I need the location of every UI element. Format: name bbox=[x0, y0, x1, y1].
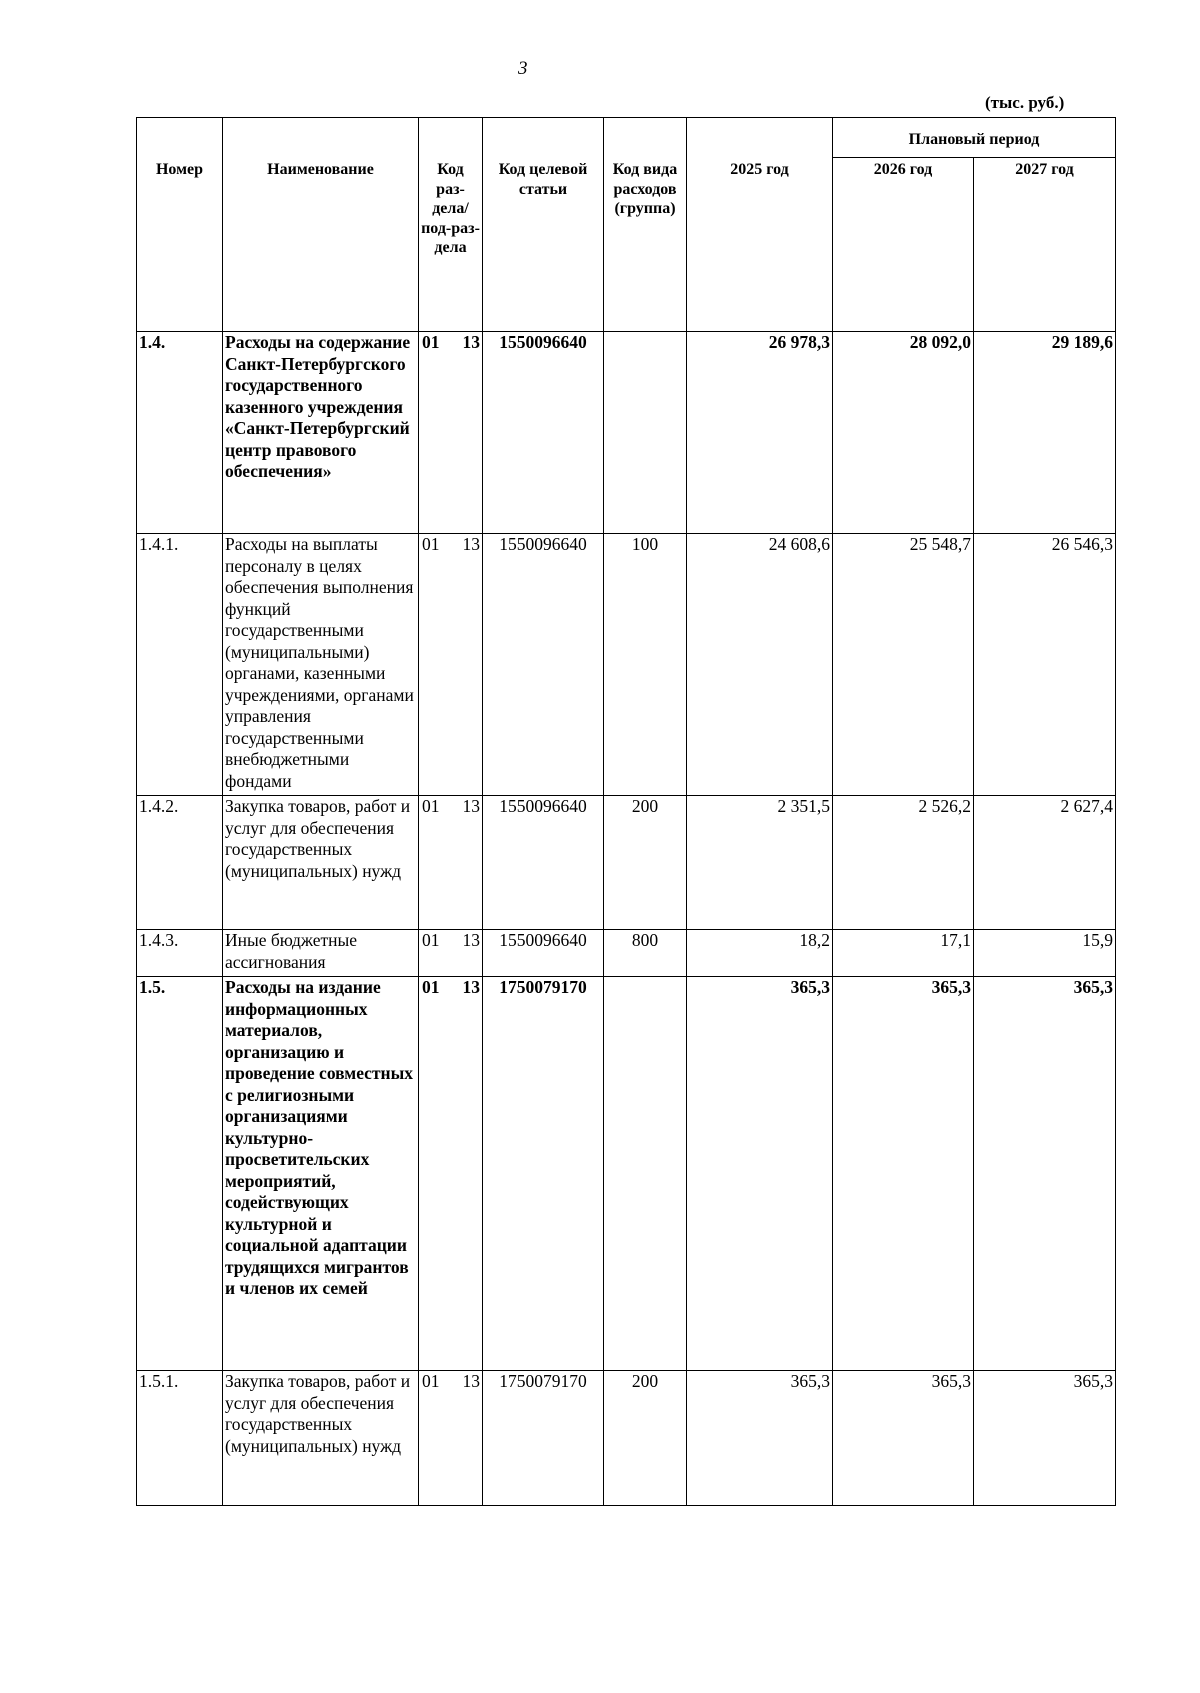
header-year-2027: 2027 год bbox=[974, 158, 1116, 332]
row-number: 1.4.1. bbox=[137, 534, 223, 796]
row-value-2027: 2 627,4 bbox=[974, 796, 1116, 930]
row-value-2025: 2 351,5 bbox=[687, 796, 833, 930]
row-expense-type bbox=[604, 977, 687, 1371]
row-target-code: 1550096640 bbox=[483, 796, 604, 930]
header-target-code: Код целевой статьи bbox=[483, 118, 604, 332]
header-planned-period: Плановый период bbox=[833, 118, 1116, 158]
row-section-code bbox=[419, 977, 483, 1371]
row-name: Иные бюджетные ассигнования bbox=[223, 930, 419, 977]
row-expense-type: 200 bbox=[604, 796, 687, 930]
row-subsection: 13 bbox=[462, 930, 480, 950]
table-row bbox=[137, 796, 1116, 930]
header-expense-type: Код вида расходов (группа) bbox=[604, 118, 687, 332]
row-value-2025: 365,3 bbox=[687, 1371, 833, 1506]
row-section: 01 bbox=[422, 796, 440, 816]
row-name: Закупка товаров, работ и услуг для обеспечения государственных (муниципальных) нужд bbox=[223, 1371, 419, 1506]
row-value-2026: 365,3 bbox=[833, 1371, 974, 1506]
row-number: 1.4.2. bbox=[137, 796, 223, 930]
header-year-2025: 2025 год bbox=[687, 118, 833, 332]
row-expense-type: 800 bbox=[604, 930, 687, 977]
header-section-code: Код раз-дела/ под-раз-дела bbox=[419, 118, 483, 332]
row-value-2026: 2 526,2 bbox=[833, 796, 974, 930]
row-value-2027: 29 189,6 bbox=[974, 332, 1116, 534]
row-value-2026: 25 548,7 bbox=[833, 534, 974, 796]
row-name: Закупка товаров, работ и услуг для обеспечения государственных (муниципальных) нужд bbox=[223, 796, 419, 930]
row-value-2027: 365,3 bbox=[974, 1371, 1116, 1506]
table-row bbox=[137, 534, 1116, 796]
row-section: 01 bbox=[422, 930, 440, 950]
row-name: Расходы на выплаты персоналу в целях обеспечения выполнения функций государственными (муниципальными) органами, казенными учреждениями, органами управления государственными внебюджетными фондами bbox=[223, 534, 419, 796]
table-row bbox=[137, 977, 1116, 1371]
row-target-code: 1750079170 bbox=[483, 1371, 604, 1506]
row-value-2026: 365,3 bbox=[833, 977, 974, 1371]
row-section-code bbox=[419, 332, 483, 534]
header-number: Номер bbox=[137, 118, 223, 332]
row-number: 1.4. bbox=[137, 332, 223, 534]
row-section-code bbox=[419, 1371, 483, 1506]
units-label: (тыс. руб.) bbox=[985, 93, 1065, 112]
row-subsection: 13 bbox=[462, 1371, 480, 1391]
row-section-code bbox=[419, 930, 483, 977]
row-name: Расходы на издание информационных материалов, организацию и проведение совместных с религиозными организациями культурно-просветительских мероприятий, содействующих культурной и социальной адаптации трудящихся мигрантов и членов их семей bbox=[223, 977, 419, 1371]
row-value-2026: 17,1 bbox=[833, 930, 974, 977]
page-number: 3 bbox=[518, 58, 528, 79]
row-value-2025: 24 608,6 bbox=[687, 534, 833, 796]
row-subsection: 13 bbox=[462, 534, 480, 554]
row-subsection: 13 bbox=[462, 796, 480, 816]
row-target-code: 1550096640 bbox=[483, 332, 604, 534]
row-section-code bbox=[419, 534, 483, 796]
row-subsection: 13 bbox=[462, 977, 480, 997]
row-section: 01 bbox=[422, 977, 440, 997]
row-subsection: 13 bbox=[462, 332, 480, 352]
row-expense-type bbox=[604, 332, 687, 534]
row-value-2027: 26 546,3 bbox=[974, 534, 1116, 796]
table-row bbox=[137, 332, 1116, 534]
table-body bbox=[137, 332, 1116, 1506]
row-value-2025: 365,3 bbox=[687, 977, 833, 1371]
row-value-2025: 18,2 bbox=[687, 930, 833, 977]
row-section: 01 bbox=[422, 534, 440, 554]
table-row bbox=[137, 930, 1116, 977]
row-value-2025: 26 978,3 bbox=[687, 332, 833, 534]
row-expense-type: 100 bbox=[604, 534, 687, 796]
row-target-code: 1550096640 bbox=[483, 534, 604, 796]
row-section: 01 bbox=[422, 1371, 440, 1391]
row-target-code: 1750079170 bbox=[483, 977, 604, 1371]
row-number: 1.5.1. bbox=[137, 1371, 223, 1506]
row-number: 1.5. bbox=[137, 977, 223, 1371]
row-name: Расходы на содержание Санкт-Петербургского государственного казенного учреждения «Санкт-Петербургский центр правового обеспечения» bbox=[223, 332, 419, 534]
row-number: 1.4.3. bbox=[137, 930, 223, 977]
table-row bbox=[137, 1371, 1116, 1506]
row-section: 01 bbox=[422, 332, 440, 352]
header-year-2026: 2026 год bbox=[833, 158, 974, 332]
header-name: Наименование bbox=[223, 118, 419, 332]
row-value-2027: 15,9 bbox=[974, 930, 1116, 977]
budget-table bbox=[136, 117, 1116, 1506]
row-value-2026: 28 092,0 bbox=[833, 332, 974, 534]
row-target-code: 1550096640 bbox=[483, 930, 604, 977]
row-section-code bbox=[419, 796, 483, 930]
row-value-2027: 365,3 bbox=[974, 977, 1116, 1371]
row-expense-type: 200 bbox=[604, 1371, 687, 1506]
